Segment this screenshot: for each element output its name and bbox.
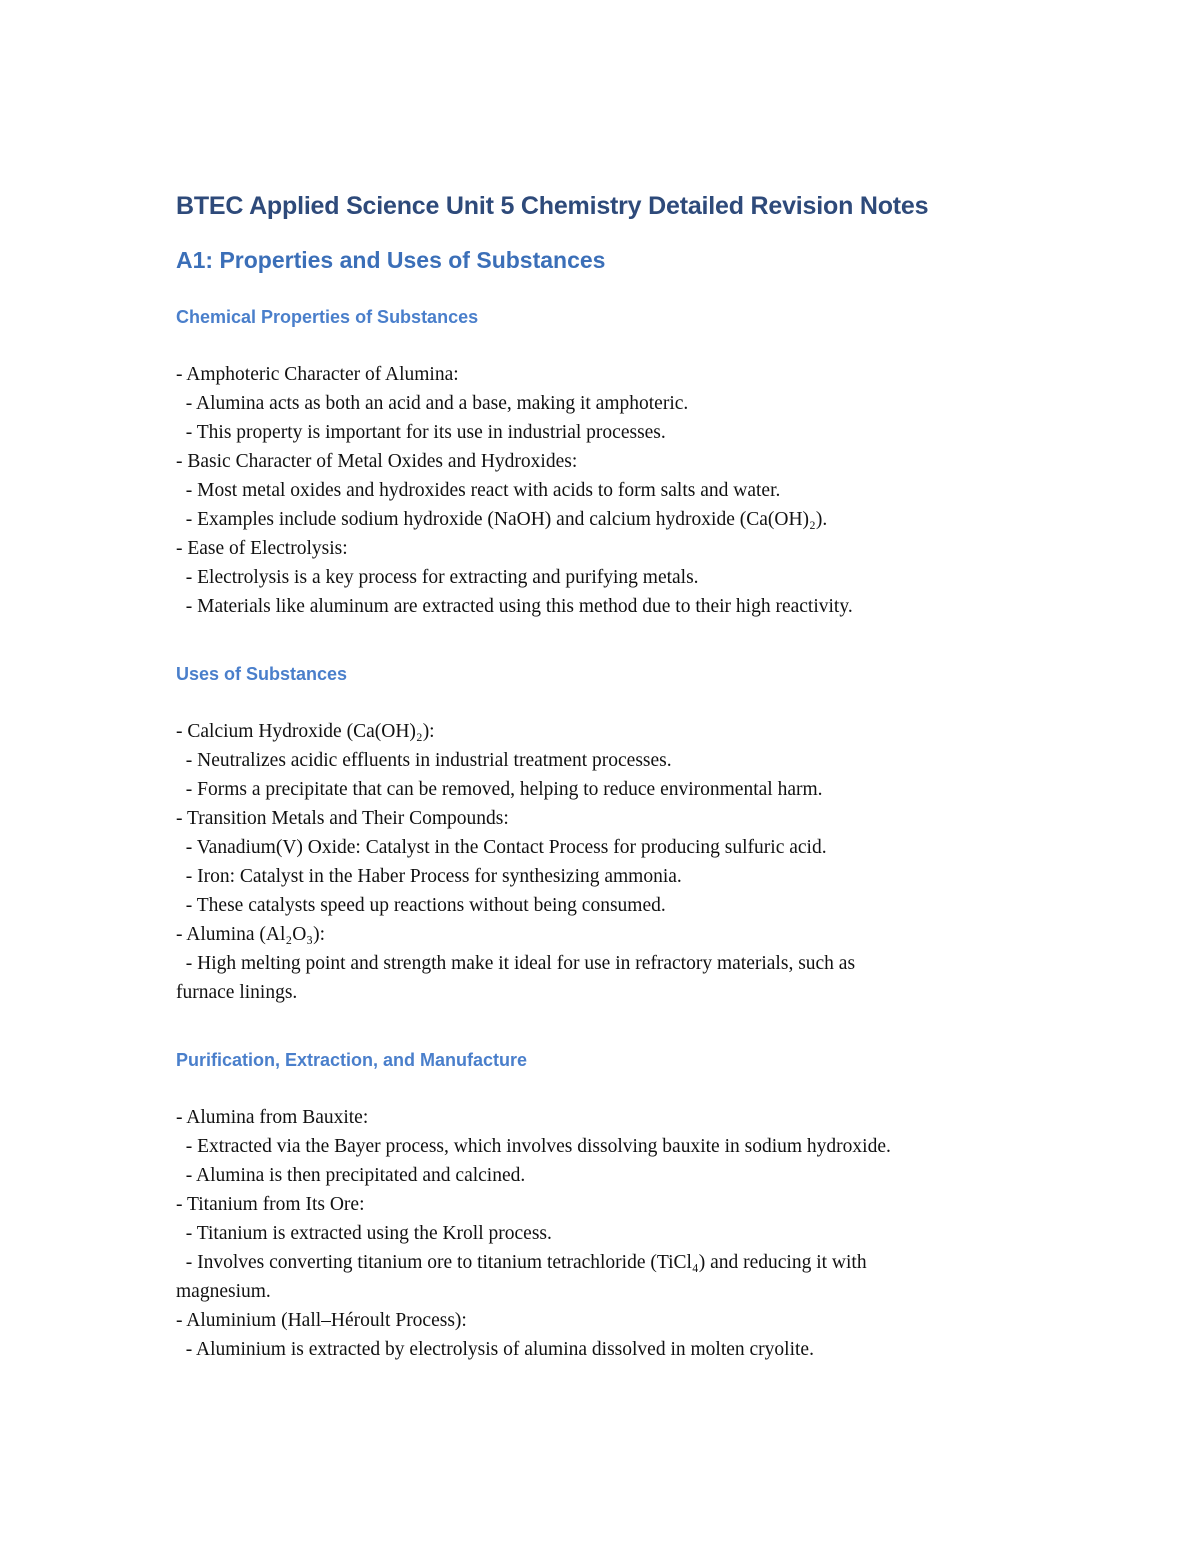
- document-content: [176, 188, 1026, 1364]
- section-heading-a1: A1: Properties and Uses of Substances: [176, 247, 606, 273]
- list-item: - Calcium Hydroxide (Ca(OH)₂):: [176, 721, 435, 742]
- list-item: - Alumina from Bauxite:: [176, 1107, 369, 1128]
- list-item: - These catalysts speed up reactions without being consumed.: [176, 895, 666, 916]
- list-item: - Iron: Catalyst in the Haber Process for synthesizing ammonia.: [176, 866, 682, 887]
- list-item: - Aluminium is extracted by electrolysis of alumina dissolved in molten cryolite.: [176, 1339, 814, 1360]
- list-item: - Involves converting titanium ore to titanium tetrachloride (TiCl₄) and reducing it with: [176, 1252, 867, 1273]
- list-item: magnesium.: [176, 1281, 271, 1302]
- bullet-list: [176, 717, 1026, 1007]
- list-item: - Forms a precipitate that can be removed, helping to reduce environmental harm.: [176, 779, 823, 800]
- list-item: - Alumina (Al₂O₃):: [176, 924, 325, 945]
- list-item: - Titanium from Its Ore:: [176, 1194, 365, 1215]
- list-item: - High melting point and strength make it ideal for use in refractory materials, such as: [176, 953, 856, 974]
- list-item: - Examples include sodium hydroxide (NaOH) and calcium hydroxide (Ca(OH)₂).: [176, 509, 828, 530]
- document-title: BTEC Applied Science Unit 5 Chemistry Detailed Revision Notes: [176, 192, 929, 220]
- subsection-heading: Chemical Properties of Substances: [176, 307, 479, 327]
- list-item: - Alumina acts as both an acid and a base, making it amphoteric.: [176, 393, 689, 414]
- bullet-list: [176, 1103, 1026, 1364]
- list-item: - Ease of Electrolysis:: [176, 538, 348, 559]
- bullet-list: [176, 360, 1026, 621]
- list-item: - Extracted via the Bayer process, which involves dissolving bauxite in sodium hydroxide.: [176, 1136, 891, 1157]
- list-item: - Titanium is extracted using the Kroll process.: [176, 1223, 552, 1244]
- list-item: - Electrolysis is a key process for extracting and purifying metals.: [176, 567, 699, 588]
- list-item: - Amphoteric Character of Alumina:: [176, 364, 459, 385]
- subsection-heading: Uses of Substances: [176, 664, 348, 684]
- list-item: furnace linings.: [176, 982, 298, 1003]
- subsection-heading: Purification, Extraction, and Manufacture: [176, 1050, 528, 1070]
- section-purification-extraction: [176, 1047, 1026, 1364]
- list-item: - Transition Metals and Their Compounds:: [176, 808, 509, 829]
- list-item: - Materials like aluminum are extracted using this method due to their high reactivity.: [176, 596, 853, 617]
- list-item: - Basic Character of Metal Oxides and Hydroxides:: [176, 451, 578, 472]
- list-item: - Most metal oxides and hydroxides react with acids to form salts and water.: [176, 480, 781, 501]
- list-item: - Neutralizes acidic effluents in industrial treatment processes.: [176, 750, 672, 771]
- section-chemical-properties: [176, 304, 1026, 621]
- section-uses-of-substances: [176, 661, 1026, 1007]
- list-item: - This property is important for its use in industrial processes.: [176, 422, 666, 443]
- list-item: - Alumina is then precipitated and calcined.: [176, 1165, 526, 1186]
- list-item: - Vanadium(V) Oxide: Catalyst in the Contact Process for producing sulfuric acid.: [176, 837, 827, 858]
- list-item: - Aluminium (Hall–Héroult Process):: [176, 1310, 467, 1331]
